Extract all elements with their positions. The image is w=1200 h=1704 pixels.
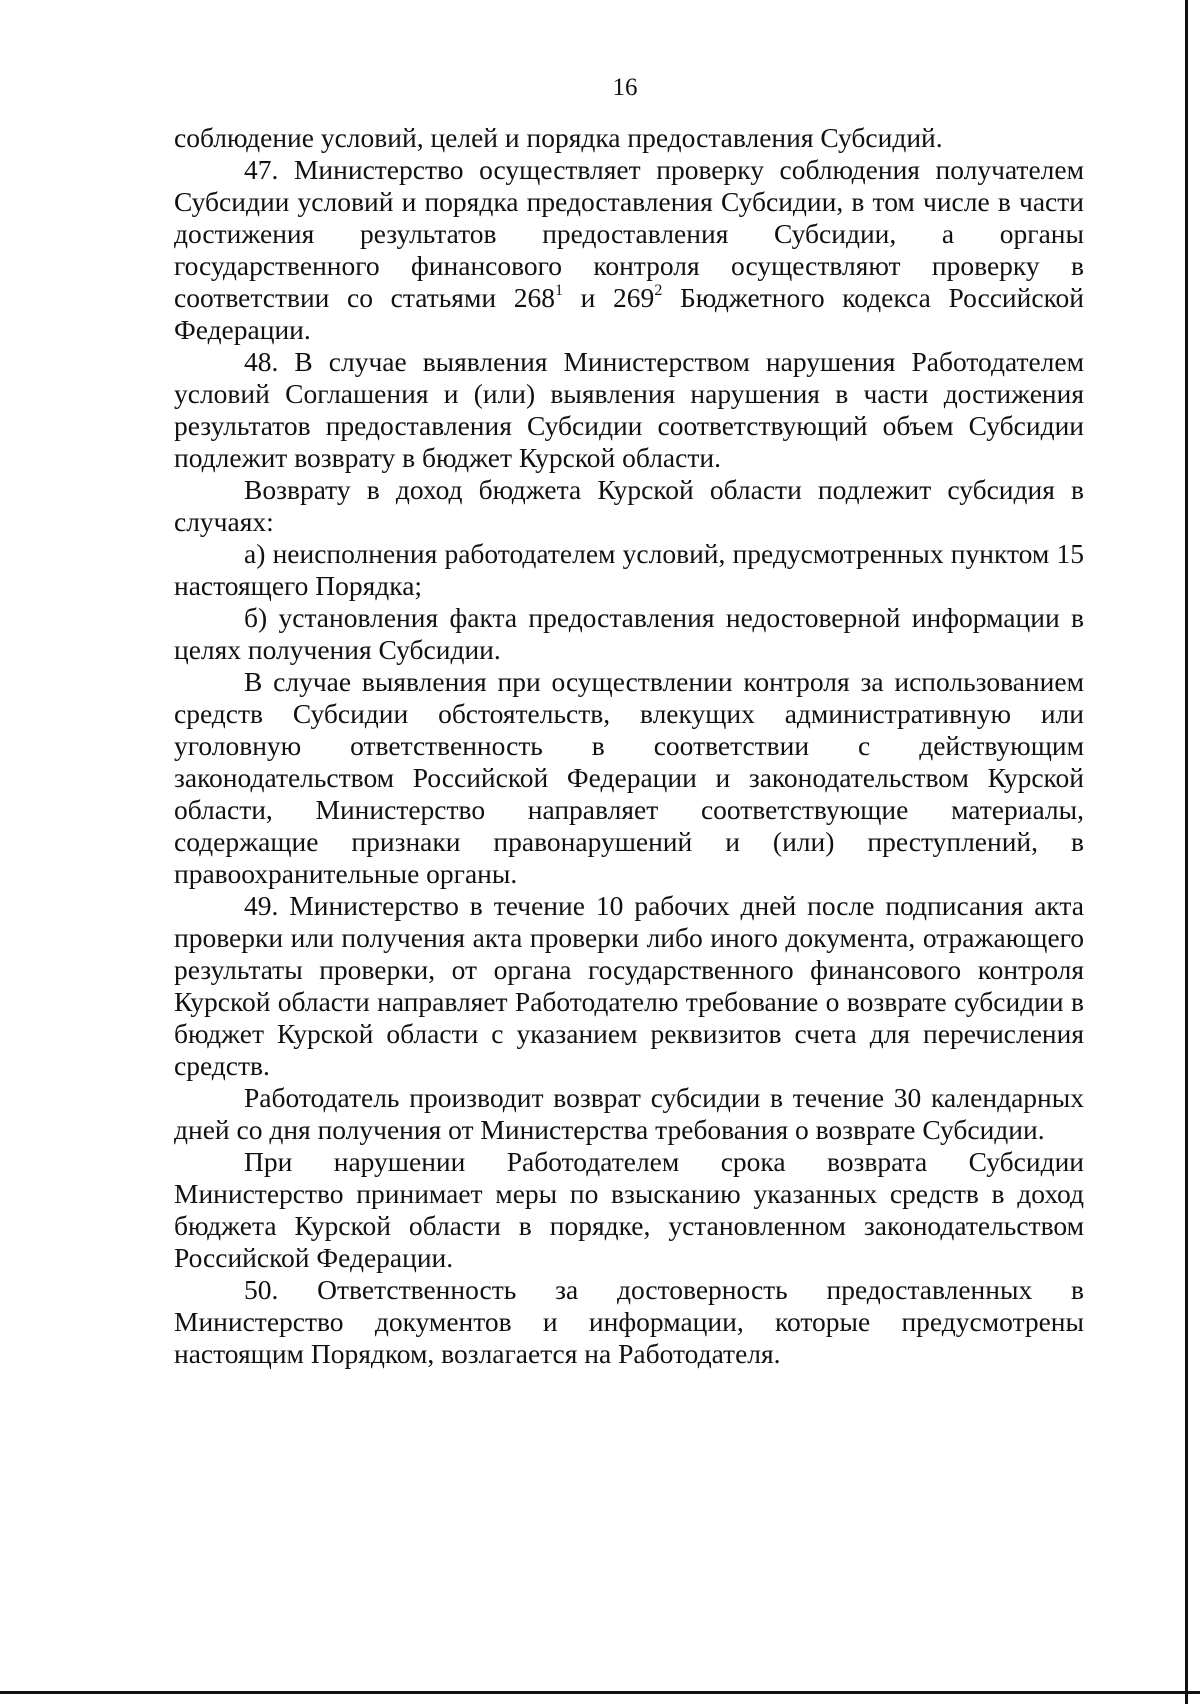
paragraph-47-text: 47. Министерство осуществляет проверку соблюдения получателем Субсидии условий и порядка предоставления Субсидии, в том числе в части достижения результатов предоставления Субсидии, а органы государственного финансового контроля осуществляют проверку в соответствии со статьями 268: [174, 154, 1084, 313]
paragraph-48: 48. В случае выявления Министерством нарушения Работодателем условий Соглашения и (или) выявления нарушения в части достижения результатов предоставления Субсидии соответствующий объем Субсидии подлежит возврату в бюджет Курской области.: [174, 346, 1084, 473]
paragraph-47-end: Бюджетного кодекса Российской Федерации.: [174, 282, 1084, 345]
paragraph-50: 50. Ответственность за достоверность предоставленных в Министерство документов и информации, которые предусмотрены настоящим Порядком, возлагается на Работодателя.: [174, 1274, 1084, 1369]
paragraph-employer-return: Работодатель производит возврат субсидии в течение 30 календарных дней со дня получения от Министерства требования о возврате Субсидии.: [174, 1082, 1084, 1145]
paragraph-control: В случае выявления при осуществлении контроля за использованием средств Субсидии обстоятельств, влекущих административную или уголовную ответственность в соответствии с действующим законодательством Российской Федерации и законодательством Курской области, Министерство направляет соответствующие материалы, содержащие признаки правонарушений и (или) преступлений, в правоохранительные органы.: [174, 666, 1084, 889]
paragraph-return-cases: Возврату в доход бюджета Курской области подлежит субсидия в случаях:: [174, 474, 1084, 537]
document-body: [174, 122, 1084, 1370]
superscript-1: 1: [555, 282, 563, 299]
page-number: 16: [612, 74, 638, 101]
superscript-2: 2: [654, 282, 663, 299]
paragraph-49: 49. Министерство в течение 10 рабочих дней после подписания акта проверки или получения акта проверки либо иного документа, отражающего результаты проверки, от органа государственного финансового контроля Курской области направляет Работодателю требование о возврате субсидии в бюджет Курской области с указанием реквизитов счета для перечисления средств.: [174, 890, 1084, 1081]
scan-border-right: [1185, 0, 1188, 1704]
paragraph-47-mid: и 269: [563, 282, 655, 313]
list-item-b: б) установления факта предоставления недостоверной информации в целях получения Субсидии.: [174, 602, 1084, 665]
paragraph-violation: При нарушении Работодателем срока возврата Субсидии Министерство принимает меры по взысканию указанных средств в доход бюджета Курской области в порядке, установленном законодательством Российской Федерации.: [174, 1146, 1084, 1273]
scan-border-bottom: [0, 1691, 1200, 1694]
paragraph-47: [174, 154, 1084, 346]
paragraph-continuation: соблюдение условий, целей и порядка предоставления Субсидий.: [174, 122, 943, 153]
list-item-a: а) неисполнения работодателем условий, предусмотренных пунктом 15 настоящего Порядка;: [174, 538, 1084, 601]
